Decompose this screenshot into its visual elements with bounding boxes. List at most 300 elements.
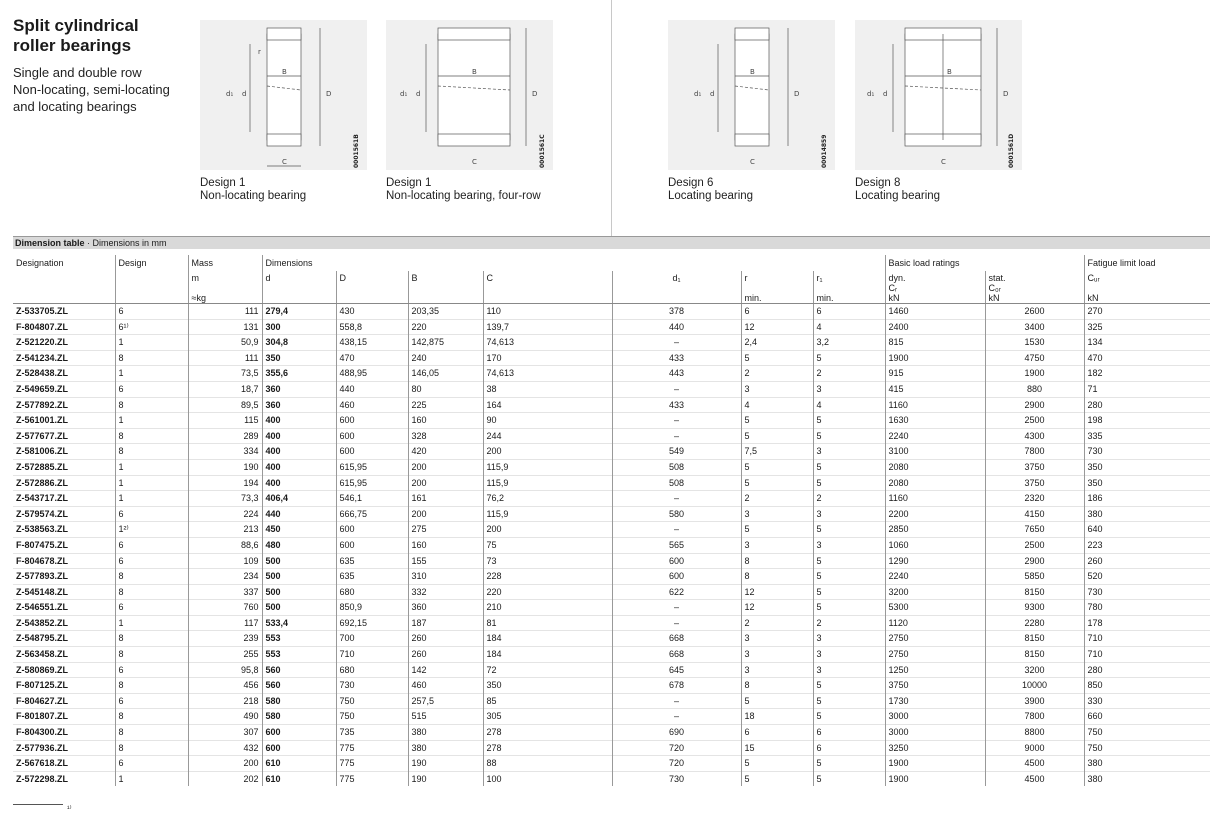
- dyn-label: dyn.: [888, 273, 906, 283]
- table-cell: 8: [115, 397, 188, 413]
- table-cell: 7800: [985, 709, 1084, 725]
- table-cell: 200: [408, 459, 483, 475]
- table-cell: 415: [885, 381, 985, 397]
- bearing-drawing-4: [855, 20, 1022, 170]
- table-cell: 380: [1084, 756, 1210, 772]
- drawing-code-2: 0001561C: [539, 134, 546, 168]
- dimension-table: [13, 255, 1210, 786]
- table-cell: 115: [188, 413, 262, 429]
- table-cell: 6: [741, 725, 813, 741]
- table-row: [13, 584, 1210, 600]
- col-basic-load-ratings: Basic load ratings: [885, 255, 1084, 271]
- drawing-code-4: 0001561D: [1008, 133, 1015, 168]
- design-caption-1-title: Design 1: [200, 177, 246, 189]
- table-cell: 2320: [985, 491, 1084, 507]
- table-row: [13, 366, 1210, 382]
- table-cell: 161: [408, 491, 483, 507]
- table-cell: 213: [188, 522, 262, 538]
- table-cell: 710: [1084, 631, 1210, 647]
- table-cell: 3750: [885, 678, 985, 694]
- table-cell: Z-580869.ZL: [13, 662, 115, 678]
- table-cell: Z-546551.ZL: [13, 600, 115, 616]
- table-cell: 533,4: [262, 615, 336, 631]
- table-cell: 3250: [885, 740, 985, 756]
- table-cell: 260: [1084, 553, 1210, 569]
- table-cell: 5850: [985, 569, 1084, 585]
- label-d1: d₁: [867, 90, 875, 98]
- table-cell: 200: [408, 506, 483, 522]
- table-cell: 5: [741, 350, 813, 366]
- table-cell: 400: [262, 444, 336, 460]
- table-cell: 565: [612, 537, 741, 553]
- table-cell: 6: [813, 725, 885, 741]
- table-cell: Z-545148.ZL: [13, 584, 115, 600]
- table-cell: 350: [1084, 459, 1210, 475]
- table-cell: 700: [336, 631, 408, 647]
- table-cell: 5: [813, 350, 885, 366]
- table-cell: 8: [741, 678, 813, 694]
- table-row: [13, 678, 1210, 694]
- r-min: min.: [744, 293, 762, 303]
- table-cell: 89,5: [188, 397, 262, 413]
- table-cell: 690: [612, 725, 741, 741]
- mass-unit: ≈kg: [191, 293, 206, 303]
- table-cell: 480: [262, 537, 336, 553]
- table-cell: 5: [813, 459, 885, 475]
- table-cell: 750: [336, 693, 408, 709]
- table-cell: 8: [115, 444, 188, 460]
- table-cell: 73,3: [188, 491, 262, 507]
- table-cell: 278: [483, 725, 612, 741]
- table-cell: 6: [741, 304, 813, 320]
- table-cell: 2280: [985, 615, 1084, 631]
- table-cell: 8: [115, 725, 188, 741]
- table-cell: 500: [262, 553, 336, 569]
- table-cell: 4: [813, 397, 885, 413]
- table-cell: 1: [115, 615, 188, 631]
- table-cell: Z-533705.ZL: [13, 304, 115, 320]
- table-cell: 580: [612, 506, 741, 522]
- table-cell: 7650: [985, 522, 1084, 538]
- table-cell: 558,8: [336, 319, 408, 335]
- table-cell: 5: [813, 600, 885, 616]
- table-cell: 1: [115, 771, 188, 786]
- table-row: [13, 553, 1210, 569]
- table-row: [13, 631, 1210, 647]
- table-cell: 117: [188, 615, 262, 631]
- page-subtitle: [13, 64, 170, 115]
- table-cell: 100: [483, 771, 612, 786]
- table-cell: 200: [408, 475, 483, 491]
- table-cell: 12: [741, 319, 813, 335]
- table-cell: 850: [1084, 678, 1210, 694]
- table-cell: 6: [115, 537, 188, 553]
- table-cell: 12: [741, 584, 813, 600]
- table-cell: 334: [188, 444, 262, 460]
- stat-label: stat.: [988, 273, 1006, 283]
- table-cell: 615,95: [336, 475, 408, 491]
- table-cell: 2750: [885, 647, 985, 663]
- table-cell: 549: [612, 444, 741, 460]
- col-design: Design: [115, 255, 188, 271]
- table-cell: 440: [612, 319, 741, 335]
- label-C: C: [472, 158, 477, 166]
- table-cell: 187: [408, 615, 483, 631]
- mass-symbol: m: [191, 273, 199, 283]
- table-cell: 1530: [985, 335, 1084, 351]
- design-caption-3: [668, 177, 835, 203]
- table-cell: 400: [262, 428, 336, 444]
- r-symbol: r: [744, 273, 748, 283]
- table-row: [13, 647, 1210, 663]
- table-cell: 3200: [885, 584, 985, 600]
- table-row: [13, 771, 1210, 786]
- title-line-2: roller bearings: [13, 36, 132, 55]
- table-cell: 244: [483, 428, 612, 444]
- table-cell: 1290: [885, 553, 985, 569]
- table-cell: 775: [336, 756, 408, 772]
- table-cell: 8150: [985, 647, 1084, 663]
- table-cell: 5: [813, 428, 885, 444]
- table-cell: 600: [336, 413, 408, 429]
- table-cell: 3: [741, 647, 813, 663]
- footnote-marker: ¹⁾: [67, 804, 72, 813]
- table-cell: 5: [741, 756, 813, 772]
- table-cell: 240: [408, 350, 483, 366]
- table-cell: 3400: [985, 319, 1084, 335]
- table-cell: 378: [612, 304, 741, 320]
- table-cell: 750: [336, 709, 408, 725]
- table-cell: Z-528438.ZL: [13, 366, 115, 382]
- table-cell: –: [612, 381, 741, 397]
- col-B: B: [408, 271, 483, 304]
- table-cell: 775: [336, 771, 408, 786]
- table-row: [13, 459, 1210, 475]
- col-designation: Designation: [16, 258, 64, 268]
- table-cell: 6: [115, 381, 188, 397]
- table-cell: 5: [813, 584, 885, 600]
- table-cell: 7,5: [741, 444, 813, 460]
- subtitle-line-2: Non-locating, semi-locating: [13, 82, 170, 97]
- table-cell: 1630: [885, 413, 985, 429]
- table-cell: 239: [188, 631, 262, 647]
- table-cell: 3750: [985, 459, 1084, 475]
- table-cell: 2: [741, 491, 813, 507]
- design-caption-1: [200, 177, 367, 203]
- table-cell: –: [612, 600, 741, 616]
- table-cell: 2240: [885, 569, 985, 585]
- table-cell: 3900: [985, 693, 1084, 709]
- col-D: D: [336, 271, 408, 304]
- table-row: [13, 475, 1210, 491]
- design-caption-3-title: Design 6: [668, 177, 714, 189]
- table-cell: 3000: [885, 725, 985, 741]
- table-cell: 580: [262, 693, 336, 709]
- table-cell: 8: [115, 647, 188, 663]
- table-cell: 1160: [885, 491, 985, 507]
- table-cell: 8: [115, 428, 188, 444]
- table-cell: Z-548795.ZL: [13, 631, 115, 647]
- table-cell: 1060: [885, 537, 985, 553]
- table-cell: 380: [408, 725, 483, 741]
- table-cell: 260: [408, 647, 483, 663]
- table-cell: 710: [336, 647, 408, 663]
- col-designation-sub: [13, 271, 115, 304]
- table-cell: F-801807.ZL: [13, 709, 115, 725]
- table-cell: 300: [262, 319, 336, 335]
- table-row: [13, 304, 1210, 320]
- table-cell: 350: [483, 678, 612, 694]
- table-cell: 3: [813, 506, 885, 522]
- table-cell: 500: [262, 600, 336, 616]
- table-cell: 3750: [985, 475, 1084, 491]
- table-cell: 400: [262, 459, 336, 475]
- table-cell: 224: [188, 506, 262, 522]
- table-cell: 2: [741, 366, 813, 382]
- table-cell: 6: [813, 304, 885, 320]
- table-cell: 760: [188, 600, 262, 616]
- table-cell: 456: [188, 678, 262, 694]
- table-cell: 257,5: [408, 693, 483, 709]
- table-cell: 850,9: [336, 600, 408, 616]
- table-cell: 2600: [985, 304, 1084, 320]
- table-cell: 406,4: [262, 491, 336, 507]
- table-cell: 6: [115, 600, 188, 616]
- design-caption-2-desc: Non-locating bearing, four-row: [386, 190, 541, 202]
- table-cell: 775: [336, 740, 408, 756]
- table-cell: 4150: [985, 506, 1084, 522]
- table-cell: 73: [483, 553, 612, 569]
- table-cell: 2: [813, 366, 885, 382]
- table-cell: 5: [741, 428, 813, 444]
- table-row: [13, 709, 1210, 725]
- label-r: r: [258, 48, 261, 56]
- table-cell: 134: [1084, 335, 1210, 351]
- table-cell: 600: [336, 522, 408, 538]
- bearing-drawing-2: [386, 20, 553, 170]
- table-cell: 560: [262, 678, 336, 694]
- table-cell: 508: [612, 459, 741, 475]
- table-cell: 85: [483, 693, 612, 709]
- table-cell: F-807125.ZL: [13, 678, 115, 694]
- table-cell: 1900: [885, 756, 985, 772]
- table-cell: 680: [336, 584, 408, 600]
- table-cell: 182: [1084, 366, 1210, 382]
- table-cell: 678: [612, 678, 741, 694]
- table-cell: –: [612, 413, 741, 429]
- table-cell: 5: [813, 569, 885, 585]
- table-cell: 880: [985, 381, 1084, 397]
- table-row: [13, 413, 1210, 429]
- table-cell: Z-577892.ZL: [13, 397, 115, 413]
- table-cell: 220: [483, 584, 612, 600]
- table-cell: 5300: [885, 600, 985, 616]
- table-cell: Z-579574.ZL: [13, 506, 115, 522]
- table-cell: 470: [336, 350, 408, 366]
- table-cell: 80: [408, 381, 483, 397]
- table-cell: 3: [813, 647, 885, 663]
- design-caption-4-title: Design 8: [855, 177, 901, 189]
- table-cell: 8: [115, 569, 188, 585]
- table-cell: 4300: [985, 428, 1084, 444]
- table-cell: 200: [188, 756, 262, 772]
- table-row: [13, 381, 1210, 397]
- table-cell: 18,7: [188, 381, 262, 397]
- table-cell: 1: [115, 475, 188, 491]
- table-cell: 1460: [885, 304, 985, 320]
- table-cell: 12: [741, 600, 813, 616]
- table-cell: 1: [115, 366, 188, 382]
- table-cell: 443: [612, 366, 741, 382]
- table-cell: 710: [1084, 647, 1210, 663]
- table-cell: 1160: [885, 397, 985, 413]
- table-cell: 4: [813, 319, 885, 335]
- table-cell: 520: [1084, 569, 1210, 585]
- table-cell: 8: [741, 553, 813, 569]
- table-cell: Z-567618.ZL: [13, 756, 115, 772]
- table-cell: 3: [813, 537, 885, 553]
- table-cell: 2500: [985, 413, 1084, 429]
- table-cell: 450: [262, 522, 336, 538]
- table-cell: 438,15: [336, 335, 408, 351]
- table-cell: 7800: [985, 444, 1084, 460]
- table-cell: 9000: [985, 740, 1084, 756]
- table-cell: 4750: [985, 350, 1084, 366]
- footnote-rule: [13, 804, 63, 805]
- table-cell: 325: [1084, 319, 1210, 335]
- table-cell: –: [612, 428, 741, 444]
- table-cell: 8800: [985, 725, 1084, 741]
- table-cell: 750: [1084, 725, 1210, 741]
- table-cell: 170: [483, 350, 612, 366]
- label-C: C: [282, 158, 287, 166]
- table-cell: F-807475.ZL: [13, 537, 115, 553]
- table-cell: 915: [885, 366, 985, 382]
- table-row: [13, 319, 1210, 335]
- page-title: [13, 16, 139, 56]
- table-cell: 74,613: [483, 335, 612, 351]
- table-cell: Z-581006.ZL: [13, 444, 115, 460]
- table-cell: Z-563458.ZL: [13, 647, 115, 663]
- table-row: [13, 491, 1210, 507]
- design-caption-4-desc: Locating bearing: [855, 190, 941, 202]
- table-cell: Z-577677.ZL: [13, 428, 115, 444]
- table-cell: 3000: [885, 709, 985, 725]
- table-cell: 110: [483, 304, 612, 320]
- table-cell: 8150: [985, 584, 1084, 600]
- table-cell: 190: [408, 756, 483, 772]
- table-cell: 490: [188, 709, 262, 725]
- col-dimensions: Dimensions: [262, 255, 885, 271]
- table-cell: Z-572885.ZL: [13, 459, 115, 475]
- design-caption-1-desc: Non-locating bearing: [200, 190, 307, 202]
- table-row: [13, 335, 1210, 351]
- drawing-code-3: 00014859: [821, 134, 828, 168]
- table-cell: 220: [408, 319, 483, 335]
- table-cell: 8150: [985, 631, 1084, 647]
- table-cell: 735: [336, 725, 408, 741]
- table-cell: 2240: [885, 428, 985, 444]
- table-cell: F-804807.ZL: [13, 319, 115, 335]
- table-row: [13, 615, 1210, 631]
- table-row: [13, 756, 1210, 772]
- table-cell: 279,4: [262, 304, 336, 320]
- table-cell: Z-577936.ZL: [13, 740, 115, 756]
- table-cell: 6: [115, 506, 188, 522]
- table-cell: 200: [483, 522, 612, 538]
- table-cell: 115,9: [483, 475, 612, 491]
- table-cell: Z-538563.ZL: [13, 522, 115, 538]
- table-cell: 9300: [985, 600, 1084, 616]
- dyn-symbol: Cᵣ: [888, 283, 898, 293]
- label-d1: d₁: [694, 90, 702, 98]
- col-mass-sub: [188, 271, 262, 304]
- table-cell: 600: [262, 725, 336, 741]
- table-cell: 8: [115, 631, 188, 647]
- table-cell: 610: [262, 756, 336, 772]
- table-cell: 190: [408, 771, 483, 786]
- table-cell: 5: [741, 771, 813, 786]
- table-row: [13, 522, 1210, 538]
- table-cell: 8: [115, 740, 188, 756]
- table-cell: 6: [115, 693, 188, 709]
- table-cell: 76,2: [483, 491, 612, 507]
- table-cell: 460: [408, 678, 483, 694]
- table-cell: 223: [1084, 537, 1210, 553]
- table-cell: 2200: [885, 506, 985, 522]
- label-D: D: [532, 90, 538, 98]
- table-row: [13, 740, 1210, 756]
- col-dyn: [885, 271, 985, 304]
- table-cell: 668: [612, 631, 741, 647]
- label-B: B: [472, 68, 477, 76]
- table-cell: 433: [612, 350, 741, 366]
- table-cell: 307: [188, 725, 262, 741]
- label-D: D: [1003, 90, 1009, 98]
- table-cell: 3: [741, 506, 813, 522]
- table-cell: 88: [483, 756, 612, 772]
- table-cell: 210: [483, 600, 612, 616]
- table-cell: 164: [483, 397, 612, 413]
- table-cell: 360: [408, 600, 483, 616]
- table-cell: 1: [115, 459, 188, 475]
- label-B: B: [947, 68, 952, 76]
- table-cell: 178: [1084, 615, 1210, 631]
- table-cell: 275: [408, 522, 483, 538]
- table-cell: 380: [1084, 506, 1210, 522]
- table-cell: 5: [741, 413, 813, 429]
- table-cell: –: [612, 693, 741, 709]
- design-caption-4: [855, 177, 1022, 203]
- table-cell: 186: [1084, 491, 1210, 507]
- table-cell: 433: [612, 397, 741, 413]
- table-cell: 5: [813, 413, 885, 429]
- table-cell: 160: [408, 537, 483, 553]
- table-cell: 50,9: [188, 335, 262, 351]
- table-cell: 730: [1084, 584, 1210, 600]
- table-cell: 15: [741, 740, 813, 756]
- fatigue-unit: kN: [1087, 293, 1099, 303]
- bearing-drawing-3: [668, 20, 835, 170]
- table-cell: 75: [483, 537, 612, 553]
- table-cell: 280: [1084, 662, 1210, 678]
- table-cell: 8: [741, 569, 813, 585]
- table-cell: 5: [813, 678, 885, 694]
- table-row: [13, 397, 1210, 413]
- dimension-table-title: Dimension table: [15, 238, 85, 248]
- table-cell: 8: [115, 678, 188, 694]
- table-cell: 560: [262, 662, 336, 678]
